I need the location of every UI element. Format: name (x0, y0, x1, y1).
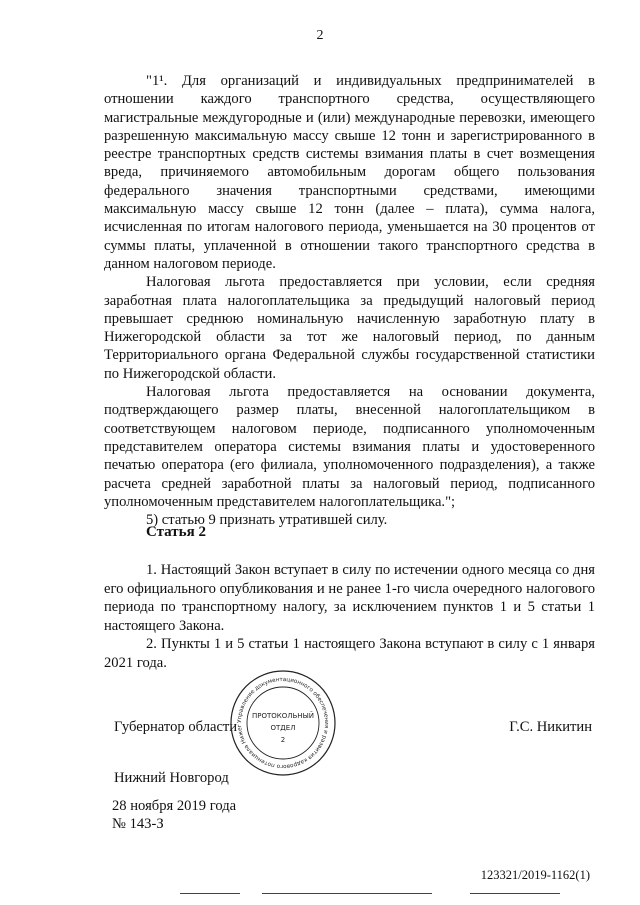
scan-artifact-line (262, 893, 432, 894)
signing-date: 28 ноября 2019 года (112, 798, 237, 814)
article-2-heading: Статья 2 (146, 524, 206, 540)
paragraph-condition: Налоговая льгота предоставляется при условии, если средняя заработная плата налогоплательщика за предыдущий налоговый период превышает среднюю номинальную начисленную заработную плату в Нижегородской области за тот же налоговый период, по данным Территориального органа Федеральной службы государственной статистики по Нижегородской области. (104, 274, 595, 382)
paragraph-benefit: "1¹. Для организаций и индивидуальных предпринимателей в отношении каждого транспортного средства, осуществляющего магистральные междугородные и (или) международные перевозки, имеющего разрешенную максимальную массу свыше 12 тонн и зарегистрированного в реестре транспортных средств системы взимания платы в счет возмещения вреда, причиняемого автомобильным дорогам общего пользования федерального значения транспортными средствами, имеющими максимальную массу свыше 12 тонн (далее – плата), сумма налога, исчисленная по итогам налогового периода, уменьшается на 30 процентов от суммы платы, уплаченной в отношении такого транспортного средства в данном налоговом периоде. (104, 73, 595, 272)
article-1-continuation (104, 72, 595, 529)
page-number: 2 (316, 28, 324, 43)
article-2-body (104, 561, 595, 672)
paragraph-basis: Налоговая льгота предоставляется на основании документа, подтверждающего размер платы, внесенной налогоплательщиком в соответствующем налоговом периоде, подписанного уполномоченным представителем оператора системы взимания платы и удостоверенного печатью оператора (его филиала, уполномоченного подразделения), а также расчета средней заработной платы за налоговый период, подписанного уполномоченным представителем налогоплательщика."; (104, 384, 595, 510)
scan-artifact-line (180, 893, 240, 894)
scan-artifact-line (470, 893, 560, 894)
signature-title: Губернатор области (114, 719, 238, 735)
document-id: 123321/2019-1162(1) (480, 868, 590, 882)
round-stamp (228, 668, 338, 778)
place-of-signing: Нижний Новгород (114, 770, 229, 786)
stamp-line-3: 2 (280, 736, 286, 744)
law-number: № 143-З (112, 816, 164, 832)
stamp-ring-text: Управление документационного обеспечения и развития кадрового потенциала Нижег (236, 676, 330, 770)
paragraph-repeal: 5) статью 9 признать утратившей силу. (146, 512, 388, 529)
signatory-name: Г.С. Никитин (509, 719, 592, 735)
article-2-paragraph-2: 2. Пункты 1 и 5 статьи 1 настоящего Закона вступают в силу с 1 января 2021 года. (104, 636, 595, 671)
stamp-line-2: ОТДЕЛ (270, 724, 296, 732)
stamp-line-1: ПРОТОКОЛЬНЫЙ (251, 712, 315, 720)
article-2-paragraph-1: 1. Настоящий Закон вступает в силу по истечении одного месяца со дня его официального опубликования и не ранее 1-го числа очередного налогового периода по транспортному налогу, за исключением пунктов 1 и 5 статьи 1 настоящего Закона. (104, 562, 595, 634)
